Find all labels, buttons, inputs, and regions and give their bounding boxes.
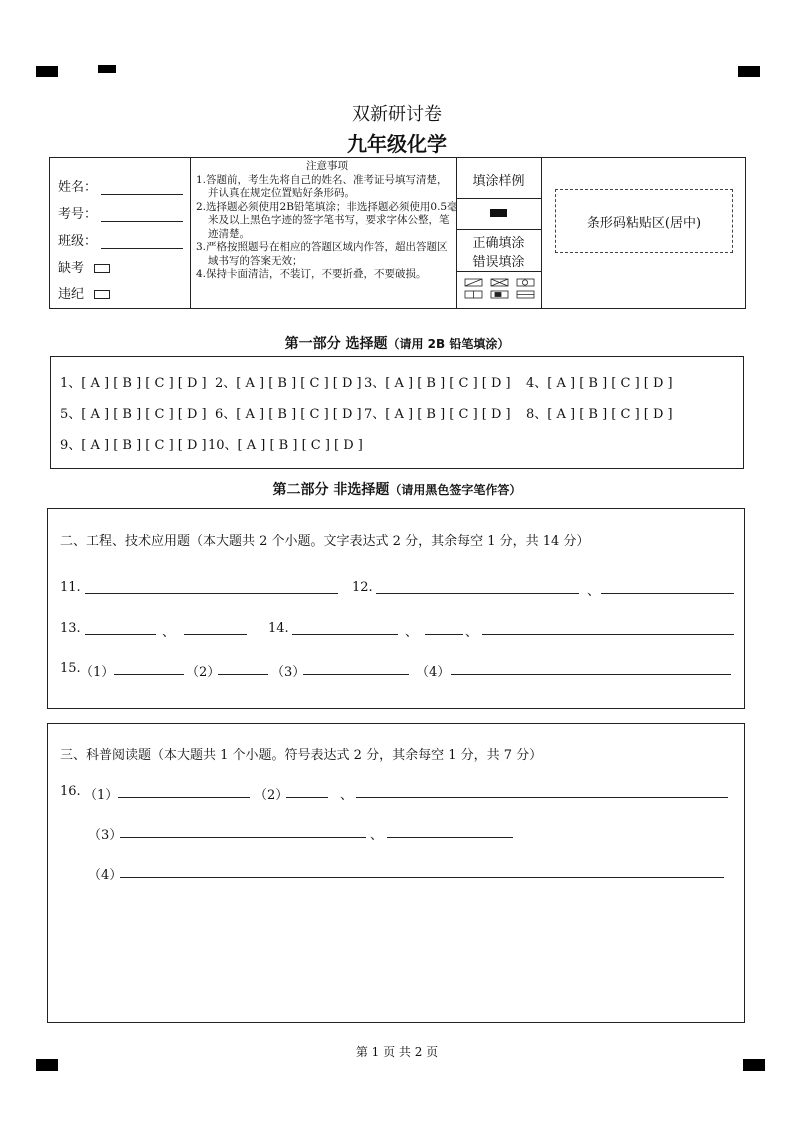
choice-question-7[interactable]: 7、[ A ] [ B ] [ C ] [ D ] (364, 407, 511, 422)
q16-part2-line-2[interactable] (356, 797, 728, 798)
registration-mark-top-left (36, 66, 58, 77)
note-item-3: 3.严格按照题号在相应的答题区域内作答，超出答题区域书写的答案无效； (196, 241, 448, 267)
class-row (58, 230, 183, 249)
part1-title-text: 第一部分 选择题 (284, 336, 388, 352)
absent-checkbox[interactable] (94, 264, 110, 273)
q16-part2-separator: 、 (340, 788, 354, 803)
q15-part4-label: （4） (416, 665, 451, 680)
section3-answer-box (47, 723, 745, 1023)
choice-question-9[interactable]: 9、[ A ] [ B ] [ C ] [ D ] (60, 438, 207, 453)
q15-part3-label: （3） (271, 665, 306, 680)
class-label: 班级： (58, 234, 98, 249)
correct-fill-label: 正确填涂 (472, 236, 525, 251)
section3-heading: 三、科普阅读题（本大题共 1 个小题。符号表达式 2 分，其余每空 1 分，共 7 分） (60, 748, 543, 763)
choice-question-10[interactable]: 10、[ A ] [ B ] [ C ] [ D ] (208, 438, 363, 453)
q11-label: 11. (60, 580, 81, 595)
registration-mark-top-right (738, 66, 760, 77)
absent-label: 缺考 (58, 261, 85, 276)
registration-mark-top-left-small (98, 65, 116, 73)
part2-title-text: 第二部分 非选择题 (272, 482, 390, 498)
violation-checkbox[interactable] (94, 290, 110, 299)
choice-question-4[interactable]: 4、[ A ] [ B ] [ C ] [ D ] (526, 376, 673, 391)
q16-label: 16. (60, 784, 81, 799)
q13-answer-line-1[interactable] (85, 634, 156, 635)
q15-label: 15. (60, 661, 81, 676)
name-field[interactable] (101, 182, 183, 195)
q16-part3-line-1[interactable] (120, 837, 366, 838)
q16-part4-label: （4） (88, 868, 123, 883)
q13-answer-line-2[interactable] (184, 634, 247, 635)
subject-title: 九年级化学 (347, 132, 447, 156)
part1-note: （请用 2B 铅笔填涂） (387, 337, 510, 351)
q16-part3-label: （3） (88, 828, 123, 843)
wrong-fill-label: 错误填涂 (472, 255, 525, 270)
q12-label: 12. (352, 580, 373, 595)
q14-answer-line-3[interactable] (482, 634, 734, 635)
q15-part2-label: （2） (186, 665, 221, 680)
note-item-2: 2.选择题必须使用2B铅笔填涂；非选择题必须使用0.5毫米及以上黑色字迹的签字笔书写，要求字体公整，笔迹清楚。 (196, 200, 458, 240)
notes-title: 注意事项 (306, 160, 348, 172)
q12-answer-line-1[interactable] (376, 593, 579, 594)
choice-question-8[interactable]: 8、[ A ] [ B ] [ C ] [ D ] (526, 407, 673, 422)
q12-separator: 、 (587, 584, 601, 599)
barcode-label: 条形码粘贴区(居中) (586, 215, 702, 231)
q13-separator: 、 (162, 625, 176, 640)
q15-part4-line[interactable] (451, 674, 731, 675)
exam-no-label: 考号： (58, 207, 98, 222)
q16-part3-separator: 、 (370, 828, 384, 843)
q15-part1-line[interactable] (114, 674, 184, 675)
name-label: 姓名： (58, 180, 98, 195)
q16-part4-line[interactable] (120, 877, 724, 878)
q14-answer-line-1[interactable] (292, 634, 398, 635)
registration-mark-bottom-left (36, 1059, 58, 1071)
wrong-fill-samples (462, 276, 538, 302)
part2-title (0, 479, 794, 499)
fill-example-label: 填涂样例 (472, 174, 525, 189)
q15-part2-line[interactable] (218, 674, 268, 675)
barcode-area (555, 189, 733, 253)
choice-question-5[interactable]: 5、[ A ] [ B ] [ C ] [ D ] (60, 407, 207, 422)
exam-title: 双新研讨卷 (352, 104, 442, 125)
violation-label: 违纪 (58, 287, 85, 302)
exam-no-field[interactable] (101, 209, 183, 222)
q14-separator-2: 、 (465, 625, 479, 640)
note-item-1: 1.答题前，考生先将自己的姓名、准考证号填写清楚，并认真在规定位置贴好条形码。 (196, 173, 448, 199)
q14-separator-1: 、 (405, 625, 419, 640)
q16-part1-label: （1） (84, 788, 119, 803)
q16-part2-line-1[interactable] (286, 797, 328, 798)
choice-question-2[interactable]: 2、[ A ] [ B ] [ C ] [ D ] (215, 376, 362, 391)
registration-mark-bottom-right (743, 1059, 765, 1071)
part2-note: （请用黑色签字笔作答） (389, 483, 522, 497)
choice-question-1[interactable]: 1、[ A ] [ B ] [ C ] [ D ] (60, 376, 207, 391)
q11-answer-line[interactable] (85, 593, 338, 594)
q15-part3-line[interactable] (303, 674, 409, 675)
q16-part2-label: （2） (254, 788, 289, 803)
q12-answer-line-2[interactable] (601, 593, 734, 594)
q14-answer-line-2[interactable] (425, 634, 463, 635)
q16-part1-line[interactable] (118, 797, 250, 798)
choice-question-3[interactable]: 3、[ A ] [ B ] [ C ] [ D ] (364, 376, 511, 391)
class-field[interactable] (101, 236, 183, 249)
q14-label: 14. (268, 621, 289, 636)
section2-heading: 二、工程、技术应用题（本大题共 2 个小题。文字表达式 2 分，其余每空 1 分，共 14 分） (60, 534, 590, 549)
violation-row (58, 283, 110, 302)
notes-panel (196, 160, 458, 282)
part1-title (0, 333, 794, 353)
q13-label: 13. (60, 621, 81, 636)
absent-row (58, 257, 110, 276)
q15-part1-label: （1） (80, 665, 115, 680)
correct-fill-sample (490, 209, 507, 217)
header-info-box (49, 157, 746, 309)
choice-question-6[interactable]: 6、[ A ] [ B ] [ C ] [ D ] (215, 407, 362, 422)
name-row (58, 176, 183, 195)
note-item-4: 4.保持卡面清洁，不装订，不要折叠，不要破损。 (196, 268, 427, 280)
page-footer: 第 1 页 共 2 页 (355, 1045, 439, 1059)
exam-no-row (58, 203, 183, 222)
q16-part3-line-2[interactable] (387, 837, 513, 838)
